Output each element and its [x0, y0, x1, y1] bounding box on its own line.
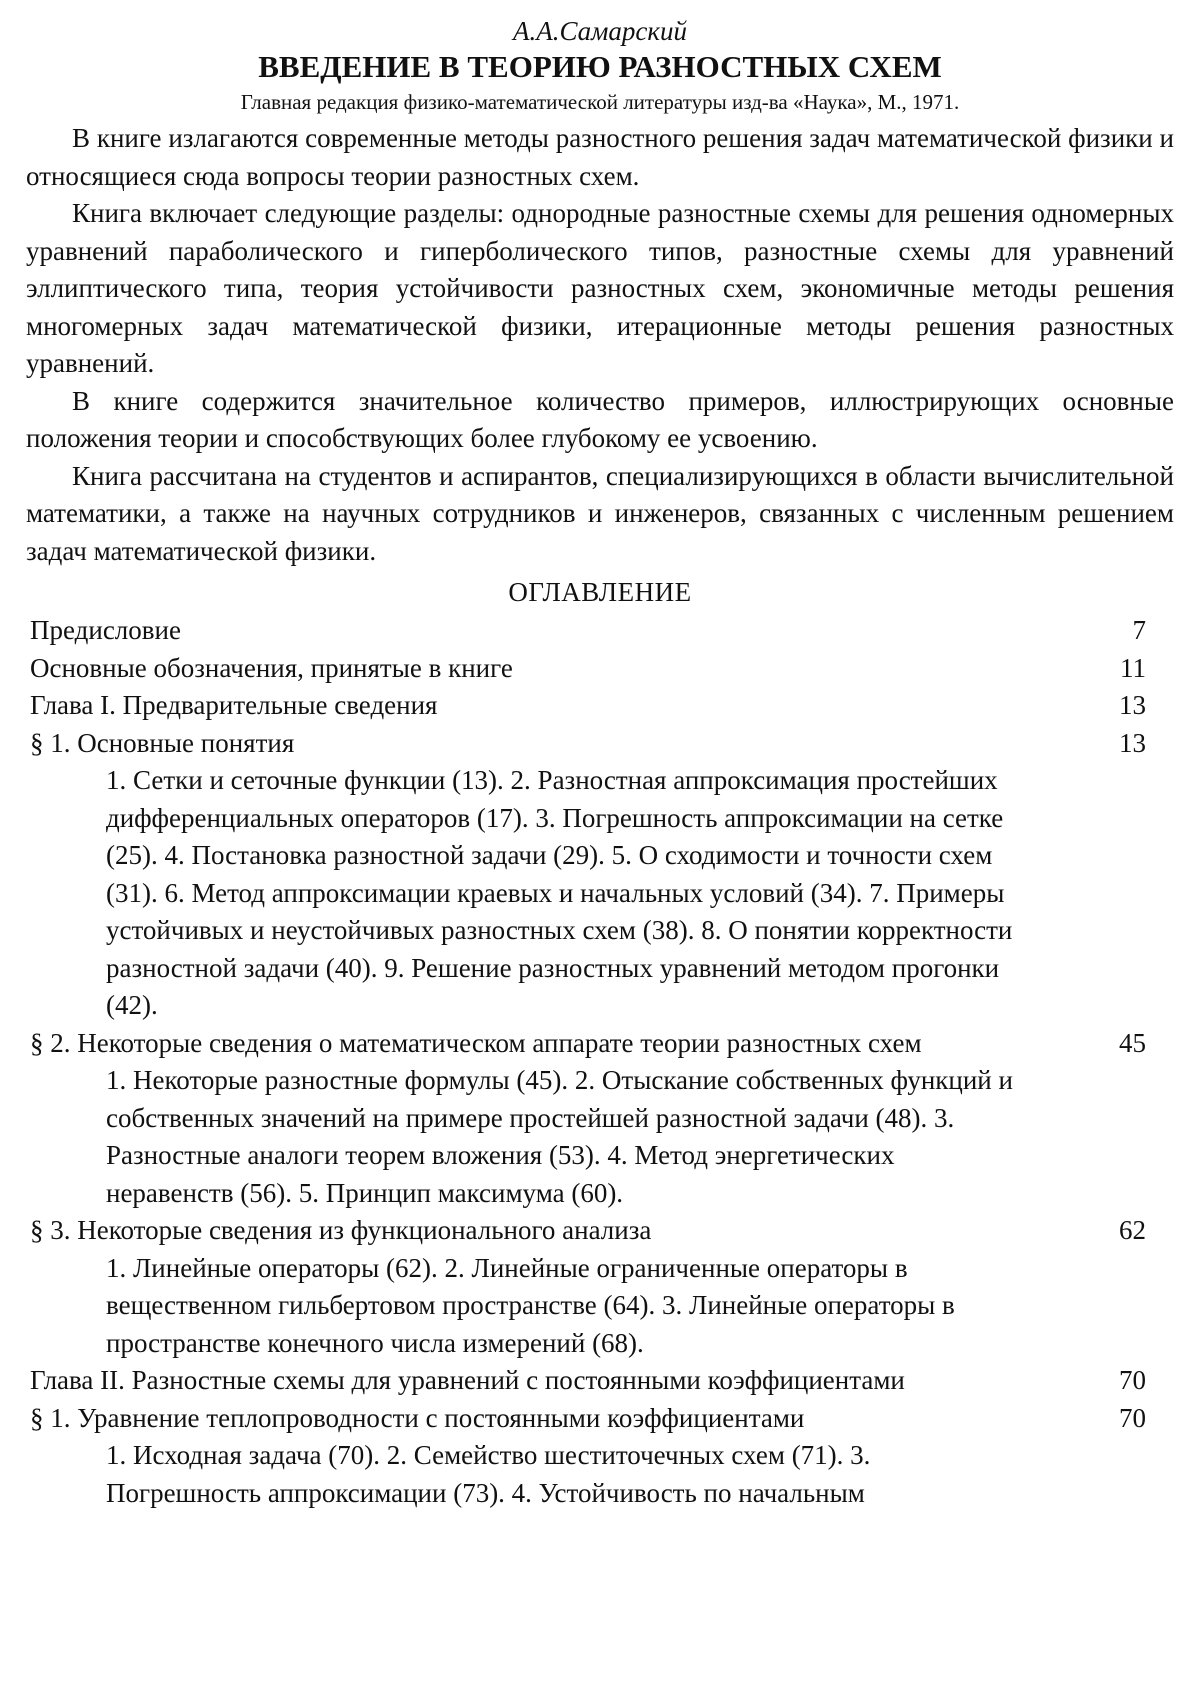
toc-entry-page: 45 [1119, 1027, 1146, 1058]
toc-subsections: 1. Линейные операторы (62). 2. Линейные ограниченные операторы в вещественном гильбертовом пространстве (64). 3. Линейные операторы в пространстве конечного числа измерений (68). [106, 1252, 955, 1358]
toc-entry-page: 11 [1120, 652, 1146, 683]
toc-entry-title: Глава II. Разностные схемы для уравнений с постоянными коэффициентами [30, 1365, 905, 1395]
toc-entry-page: 70 [1119, 1365, 1146, 1395]
table-of-contents [26, 612, 1174, 1512]
toc-entry [26, 1362, 1174, 1400]
toc-entry [26, 612, 1174, 650]
toc-entry-title: Глава I. Предварительные сведения [30, 690, 438, 720]
abstract [26, 120, 1174, 570]
toc-subsections: 1. Исходная задача (70). 2. Семейство шеститочечных схем (71). 3. Погрешность аппроксимации (73). 4. Устойчивость по начальным [106, 1440, 871, 1508]
abstract-paragraph: В книге содержится значительное количество примеров, иллюстрирующих основные положения теории и способствующих более глубокому ее усвоению. [26, 385, 1174, 453]
toc-entry-title: § 1. Основные понятия [30, 727, 295, 758]
toc-entry [26, 1400, 1174, 1438]
toc-heading: ОГЛАВЛЕНИЕ [508, 577, 692, 607]
toc-entry [26, 650, 1174, 688]
toc-entry [26, 1025, 1174, 1063]
abstract-paragraph: В книге излагаются современные методы разностного решения задач математической физики и относящиеся сюда вопросы теории разностных схем. [26, 123, 1174, 191]
abstract-paragraph: Книга рассчитана на студентов и аспирантов, специализирующихся в области вычислительной математики, а также на научных сотрудников и инженеров, связанных с численным решением задач математической физики. [26, 460, 1174, 566]
toc-entry-page: 70 [1119, 1402, 1146, 1433]
toc-entry-page: 62 [1119, 1215, 1146, 1245]
toc-entry-title: § 3. Некоторые сведения из функционального анализа [30, 1215, 652, 1245]
toc-subsections: 1. Некоторые разностные формулы (45). 2. Отыскание собственных функций и собственных значений на примере простейшей разностной задачи (48). 3. Разностные аналоги теорем вложения (53). 4. Метод энергетических неравенств (56). 5. Принцип максимума (60). [106, 1065, 1013, 1208]
toc-entry-page: 13 [1119, 727, 1146, 758]
toc-entry-title: Предисловие [30, 615, 181, 645]
toc-entry-title: Основные обозначения, принятые в книге [30, 652, 513, 683]
publisher-line: Главная редакция физико-математической литературы изд-ва «Наука», М., 1971. [240, 90, 960, 114]
toc-entry [26, 1212, 1174, 1250]
book-title: ВВЕДЕНИЕ В ТЕОРИЮ РАЗНОСТНЫХ СХЕМ [258, 49, 942, 84]
toc-entry [26, 725, 1174, 763]
toc-entry-page: 7 [1132, 615, 1146, 645]
abstract-paragraph: Книга включает следующие разделы: однородные разностные схемы для решения одномерных уравнений параболического и гиперболического типов, разностные схемы для уравнений эллиптического типа, теория устойчивости разностных схем, экономичные методы решения многомерных задач математической физики, итерационные методы решения разностных уравнений. [26, 198, 1174, 378]
toc-entry-title: § 2. Некоторые сведения о математическом аппарате теории разностных схем [30, 1027, 922, 1058]
toc-entry-page: 13 [1119, 690, 1146, 720]
book-author: А.А.Самарский [512, 16, 688, 46]
toc-entry [26, 687, 1174, 725]
toc-entry-title: § 1. Уравнение теплопроводности с постоянными коэффициентами [30, 1402, 805, 1433]
toc-subsections: 1. Сетки и сеточные функции (13). 2. Разностная аппроксимация простейших дифференциальных операторов (17). 3. Погрешность аппроксимации на сетке (25). 4. Постановка разностной задачи (29). 5. О сходимости и точности схем (31). 6. Метод аппроксимации краевых и начальных условий (34). 7. Примеры устойчивых и неустойчивых разностных схем (38). 8. О понятии корректности разностной задачи (40). 9. Решение разностных уравнений методом прогонки (42). [106, 765, 1013, 1020]
